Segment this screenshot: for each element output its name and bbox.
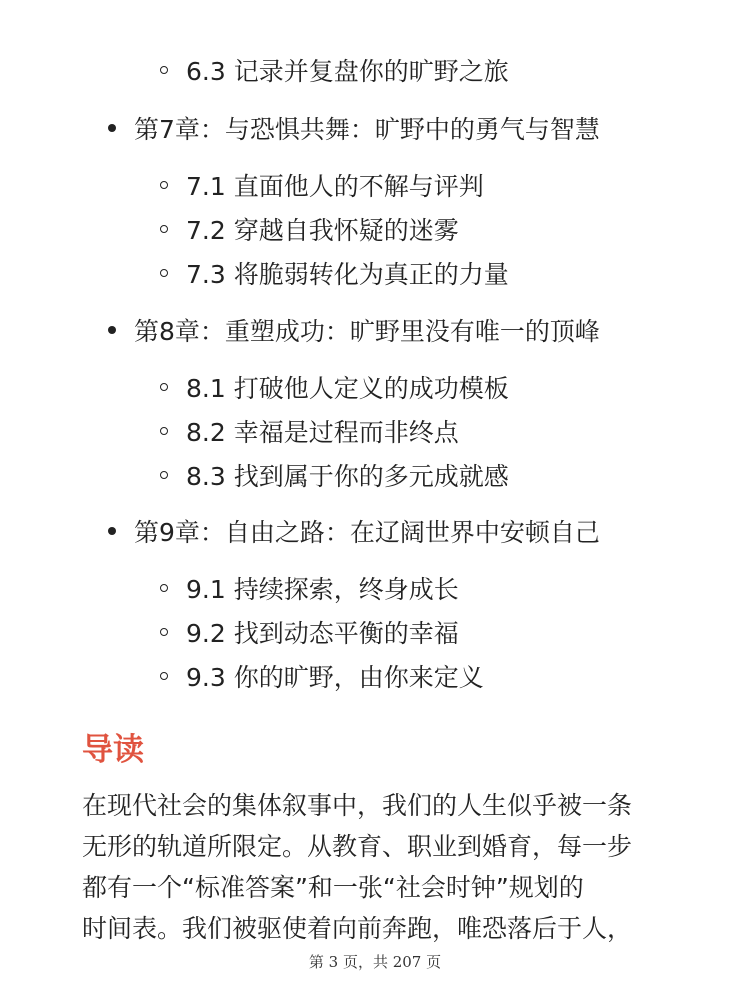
intro-paragraph-line: 都有一个“标准答案”和一张“社会时钟”规划的 xyxy=(82,873,584,902)
toc-section-label: 7.1 直面他人的不解与评判 xyxy=(186,172,484,201)
toc-chapter-8 xyxy=(108,312,600,348)
intro-paragraph-line: 无形的轨道所限定。从教育、职业到婚育，每一步 xyxy=(82,832,633,861)
toc-section-9-2 xyxy=(160,614,459,650)
toc-section-label: 8.2 幸福是过程而非终点 xyxy=(186,418,459,447)
toc-section-7-3 xyxy=(160,255,509,291)
toc-section-7-2 xyxy=(160,211,459,247)
toc-section-8-2 xyxy=(160,413,459,449)
circle-bullet-icon xyxy=(160,672,168,680)
toc-section-label: 8.3 找到属于你的多元成就感 xyxy=(186,462,509,491)
toc-section-9-1 xyxy=(160,570,459,606)
toc-section-8-3 xyxy=(160,457,509,493)
circle-bullet-icon xyxy=(160,269,168,277)
circle-bullet-icon xyxy=(160,427,168,435)
toc-section-label: 6.3 记录并复盘你的旷野之旅 xyxy=(186,57,509,86)
section-heading-intro: 导读 xyxy=(82,732,144,768)
intro-paragraph-line: 时间表。我们被驱使着向前奔跑，唯恐落后于人， xyxy=(82,914,633,943)
intro-paragraph-line: 在现代社会的集体叙事中，我们的人生似乎被一条 xyxy=(82,791,633,820)
toc-section-7-1 xyxy=(160,167,484,203)
circle-bullet-icon xyxy=(160,471,168,479)
circle-bullet-icon xyxy=(160,383,168,391)
toc-section-8-1 xyxy=(160,369,509,405)
circle-bullet-icon xyxy=(160,66,168,74)
toc-chapter-7 xyxy=(108,110,600,146)
circle-bullet-icon xyxy=(160,584,168,592)
disc-bullet-icon xyxy=(108,527,116,535)
toc-chapter-label: 第7章：与恐惧共舞：旷野中的勇气与智慧 xyxy=(134,115,600,144)
disc-bullet-icon xyxy=(108,326,116,334)
page-number-footer: 第 3 页，共 207 页 xyxy=(308,953,442,971)
toc-section-label: 7.2 穿越自我怀疑的迷雾 xyxy=(186,216,459,245)
circle-bullet-icon xyxy=(160,225,168,233)
circle-bullet-icon xyxy=(160,628,168,636)
toc-chapter-label: 第9章：自由之路：在辽阔世界中安顿自己 xyxy=(134,518,600,547)
toc-section-6-3 xyxy=(160,52,509,88)
toc-chapter-9 xyxy=(108,513,600,549)
toc-section-label: 9.3 你的旷野，由你来定义 xyxy=(186,663,484,692)
toc-chapter-label: 第8章：重塑成功：旷野里没有唯一的顶峰 xyxy=(134,317,600,346)
toc-section-label: 7.3 将脆弱转化为真正的力量 xyxy=(186,260,509,289)
toc-section-label: 9.1 持续探索，终身成长 xyxy=(186,575,459,604)
circle-bullet-icon xyxy=(160,181,168,189)
toc-section-label: 8.1 打破他人定义的成功模板 xyxy=(186,374,509,403)
disc-bullet-icon xyxy=(108,124,116,132)
toc-section-9-3 xyxy=(160,658,484,694)
toc-section-label: 9.2 找到动态平衡的幸福 xyxy=(186,619,459,648)
